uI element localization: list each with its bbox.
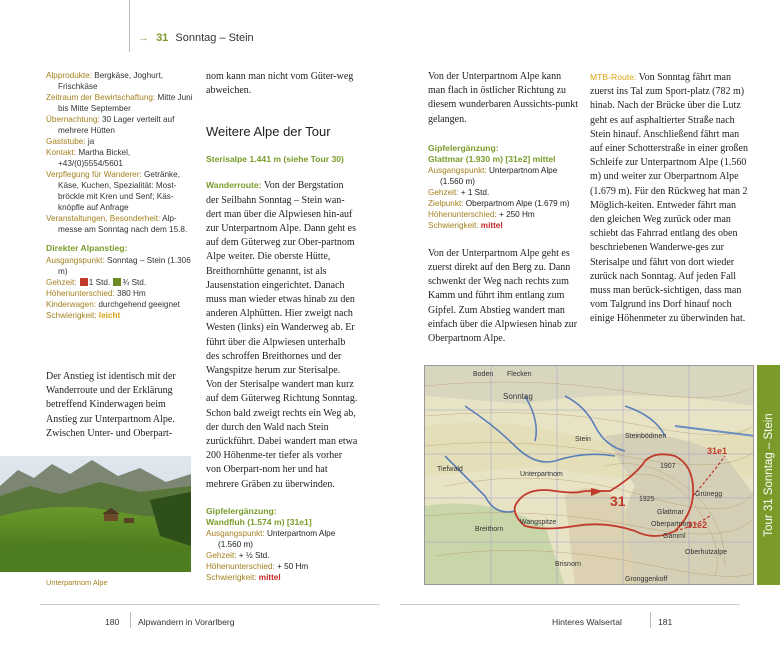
column-2 [206, 70, 358, 583]
mtb-label: MTB-Route: [590, 72, 637, 82]
route-label-31: 31 [610, 493, 626, 509]
direkt-ausgang: Ausgangspunkt: Sonntag – Stein (1.306 m) [46, 256, 191, 276]
wanderroute-text: Wanderroute: Von der Bergstation der Seilbahn Sonntag – Stein wan-dert man über die Alpwiesen hin-auf zur Unterpartnom Alpe. Dann geht es auf dem Güterweg zur Ober-partnom Alpe weiter. Die oberste Hütte, Breithornhütte genannt, ist als Jausenstation eingerichtet. Danach muss man wieder etwas hinab zu den anderen Alphütten. Hier zweigt nach Westen (links) ein Wanderweg ab. Er führt über die Alpwiesen unterhalb des schroffen Breithornes und der Wangspitze herum zur Sterisalpe. Von der Sterisalpe wandert man kurz auf dem Güterweg Richtung Sonntag. Schon bald zweigt rechts ein Weg ab, der durch den Wald nach Stein zurückführt. Dabei wandert man etwa 200 Höhenme-ter tiefer als vorher von Oberpart-nom her und hat mehrere Gräben zu überwinden. [206, 180, 358, 490]
map-label: Grünegg [695, 491, 723, 498]
photo-caption: Unterpartnom Alpe [46, 578, 108, 587]
fact-verpflegung: Verpflegung für Wanderer: Getränke, Käse, Kuchen, Spezialität: Most-bröckle mit Kren und Senf; Käs-knöpfle auf Anfrage [46, 170, 180, 212]
header-divider [129, 0, 130, 52]
region-title: Hinteres Walsertal [552, 617, 622, 627]
map-label: Steinbödmen [625, 433, 667, 440]
section-heading: Weitere Alpe der Tour [206, 124, 331, 140]
map-label: 1907 [660, 463, 676, 470]
footer-rule-left [40, 604, 380, 605]
column-3 [428, 70, 580, 346]
glattmar-block: Gipfelergänzung: Glattmar (1.930 m) [31e2] mittel Ausgangspunkt: Unterpartnom Alpe (1.560 m) Gehzeit: + 1 Std. Zielpunkt: Oberpartnom Alpe (1.679 m) Höhenunterschied: + 250 Hm Schwierigkeit: mittel [428, 142, 570, 230]
fact-gaststube: Gaststube: ja [46, 137, 95, 146]
col2-intro: nom kann man nicht vom Güter-weg abweichen. [206, 71, 354, 97]
footer-separator-right [650, 612, 651, 628]
col3-intro: Von der Unterpartnom Alpe kann man flach in östlicher Richtung zu diesem wunderbaren Aussichts-punkt gelangen. [428, 71, 578, 125]
alpe-facts [46, 70, 196, 321]
direkt-gehzeit: Gehzeit: 1 Std. ¾ Std. [46, 278, 147, 287]
map-label: Oberpartnom [651, 521, 693, 528]
tour-number: 31 [156, 32, 169, 44]
page-header [138, 32, 254, 44]
fact-zeitraum: Zeitraum der Bewirtschaftung: Mitte Juni bis Mitte September [46, 93, 193, 113]
fact-produkte: Alpprodukte: Bergkäse, Joghurt, Frischkäse [46, 71, 163, 91]
map-label: Boden [473, 371, 494, 378]
col3-text: Von der Unterpartnom Alpe geht es zuerst direkt auf den Berg zu. Dann schwenkt der Weg nach rechts zum Kamm und führt ihm entlang zum Gipfel. Zum Abstieg wandert man einfach über die Alpwiesen hinab zur Oberpartnom Alpe. [428, 247, 578, 345]
direkt-hoehe: Höhenunterschied: 380 Hm [46, 289, 146, 298]
map-label: Glattmar [657, 509, 684, 516]
column-4 [590, 70, 750, 327]
footer-separator-left [130, 612, 131, 628]
route-map [424, 365, 754, 585]
tour-title: Sonntag – Stein [175, 32, 254, 44]
book-title: Alpwandern in Vorarlberg [138, 617, 235, 627]
footer-rule-right [400, 604, 740, 605]
chapter-tab: Tour 31 Sonntag – Stein [757, 365, 780, 585]
fact-uebernachtung: Übernachtung: 30 Lager verteilt auf mehrere Hütten [46, 115, 175, 135]
fact-veranstaltungen: Veranstaltungen, Besonderheit: Alp-messe am Sonntag nach dem 15.8. [46, 214, 188, 234]
page-number-right: 181 [658, 617, 673, 627]
map-label: Unterpartnom [520, 471, 563, 478]
descent-icon [113, 278, 121, 286]
topographic-map [425, 366, 754, 585]
map-label: Breithorn [475, 526, 504, 533]
col1-body-text: Der Anstieg ist identisch mit der Wanderroute und der Erklärung betreffend Kinderwagen beim Anstieg zur Unterpartnom Alpe. Zwischen Unter- und Oberpart- [46, 371, 176, 439]
map-label: 1925 [639, 496, 655, 503]
map-label: Gamml [663, 533, 686, 540]
landscape-image [0, 456, 191, 572]
map-label: Wangspitze [520, 519, 557, 526]
arrow-icon: → [138, 32, 149, 44]
route-label-31e1: 31e1 [707, 446, 728, 456]
wandfluh-block: Gipfelergänzung: Wandfluh (1.574 m) [31e1] Ausgangspunkt: Unterpartnom Alpe (1.560 m) Gehzeit: + ½ Std. Höhenunterschied: + 50 Hm Schwierigkeit: mittel [206, 505, 336, 582]
map-label: Sonntag [503, 392, 533, 401]
direkt-heading: Direkter Alpanstieg: [46, 243, 128, 253]
alpe-photo [0, 456, 191, 572]
map-label: Flecken [507, 371, 532, 378]
ascent-icon [80, 278, 88, 286]
fact-kontakt: Kontakt: Martha Bickel, +43/(0)5554/5601 [46, 148, 131, 168]
map-label: Gronggenkoff [625, 576, 668, 583]
direkt-kinder: Kinderwagen: durchgehend geeignet [46, 300, 180, 309]
route-label-31e2: 31e2 [687, 520, 708, 530]
map-label: Tiefwald [437, 466, 463, 473]
map-label: Brisnorn [555, 561, 582, 568]
map-label: Stein [575, 436, 591, 443]
page-number-left: 180 [105, 617, 120, 627]
mtb-text: Von Sonntag fährt man zuerst ins Tal zum Sport-platz (782 m) hinab. Nach der Brücke über die Lutz geht es auf asphaltierter Straße nach Stein hinauf. Anschließend fährt man auf einer Schotterstraße in einer großen Schleife zur Unterpartnom Alpe (1.560 m) und weiter zur Oberpartnom Alpe (1.679 m). Für den Rückweg hat man 2 Möglich-keiten. Entweder fährt man den gleichen Weg zurück oder man schiebt das Fahrrad entlang des oben beschriebenen Wanderwe-ges zur Sterisalpe und fährt von dort wieder zurück nach Sonntag. Auf jeden Fall muss man berück-sichtigen, dass man vom Talgrund ins Dorf hinauf noch einige Höhenmeter zu überwinden hat. [590, 72, 748, 325]
sterisalpe-title: Sterisalpe 1.441 m (siehe Tour 30) [206, 154, 344, 165]
direkt-schwierig: Schwierigkeit: leicht [46, 311, 121, 320]
map-label: Oberhutzalpe [685, 549, 728, 556]
